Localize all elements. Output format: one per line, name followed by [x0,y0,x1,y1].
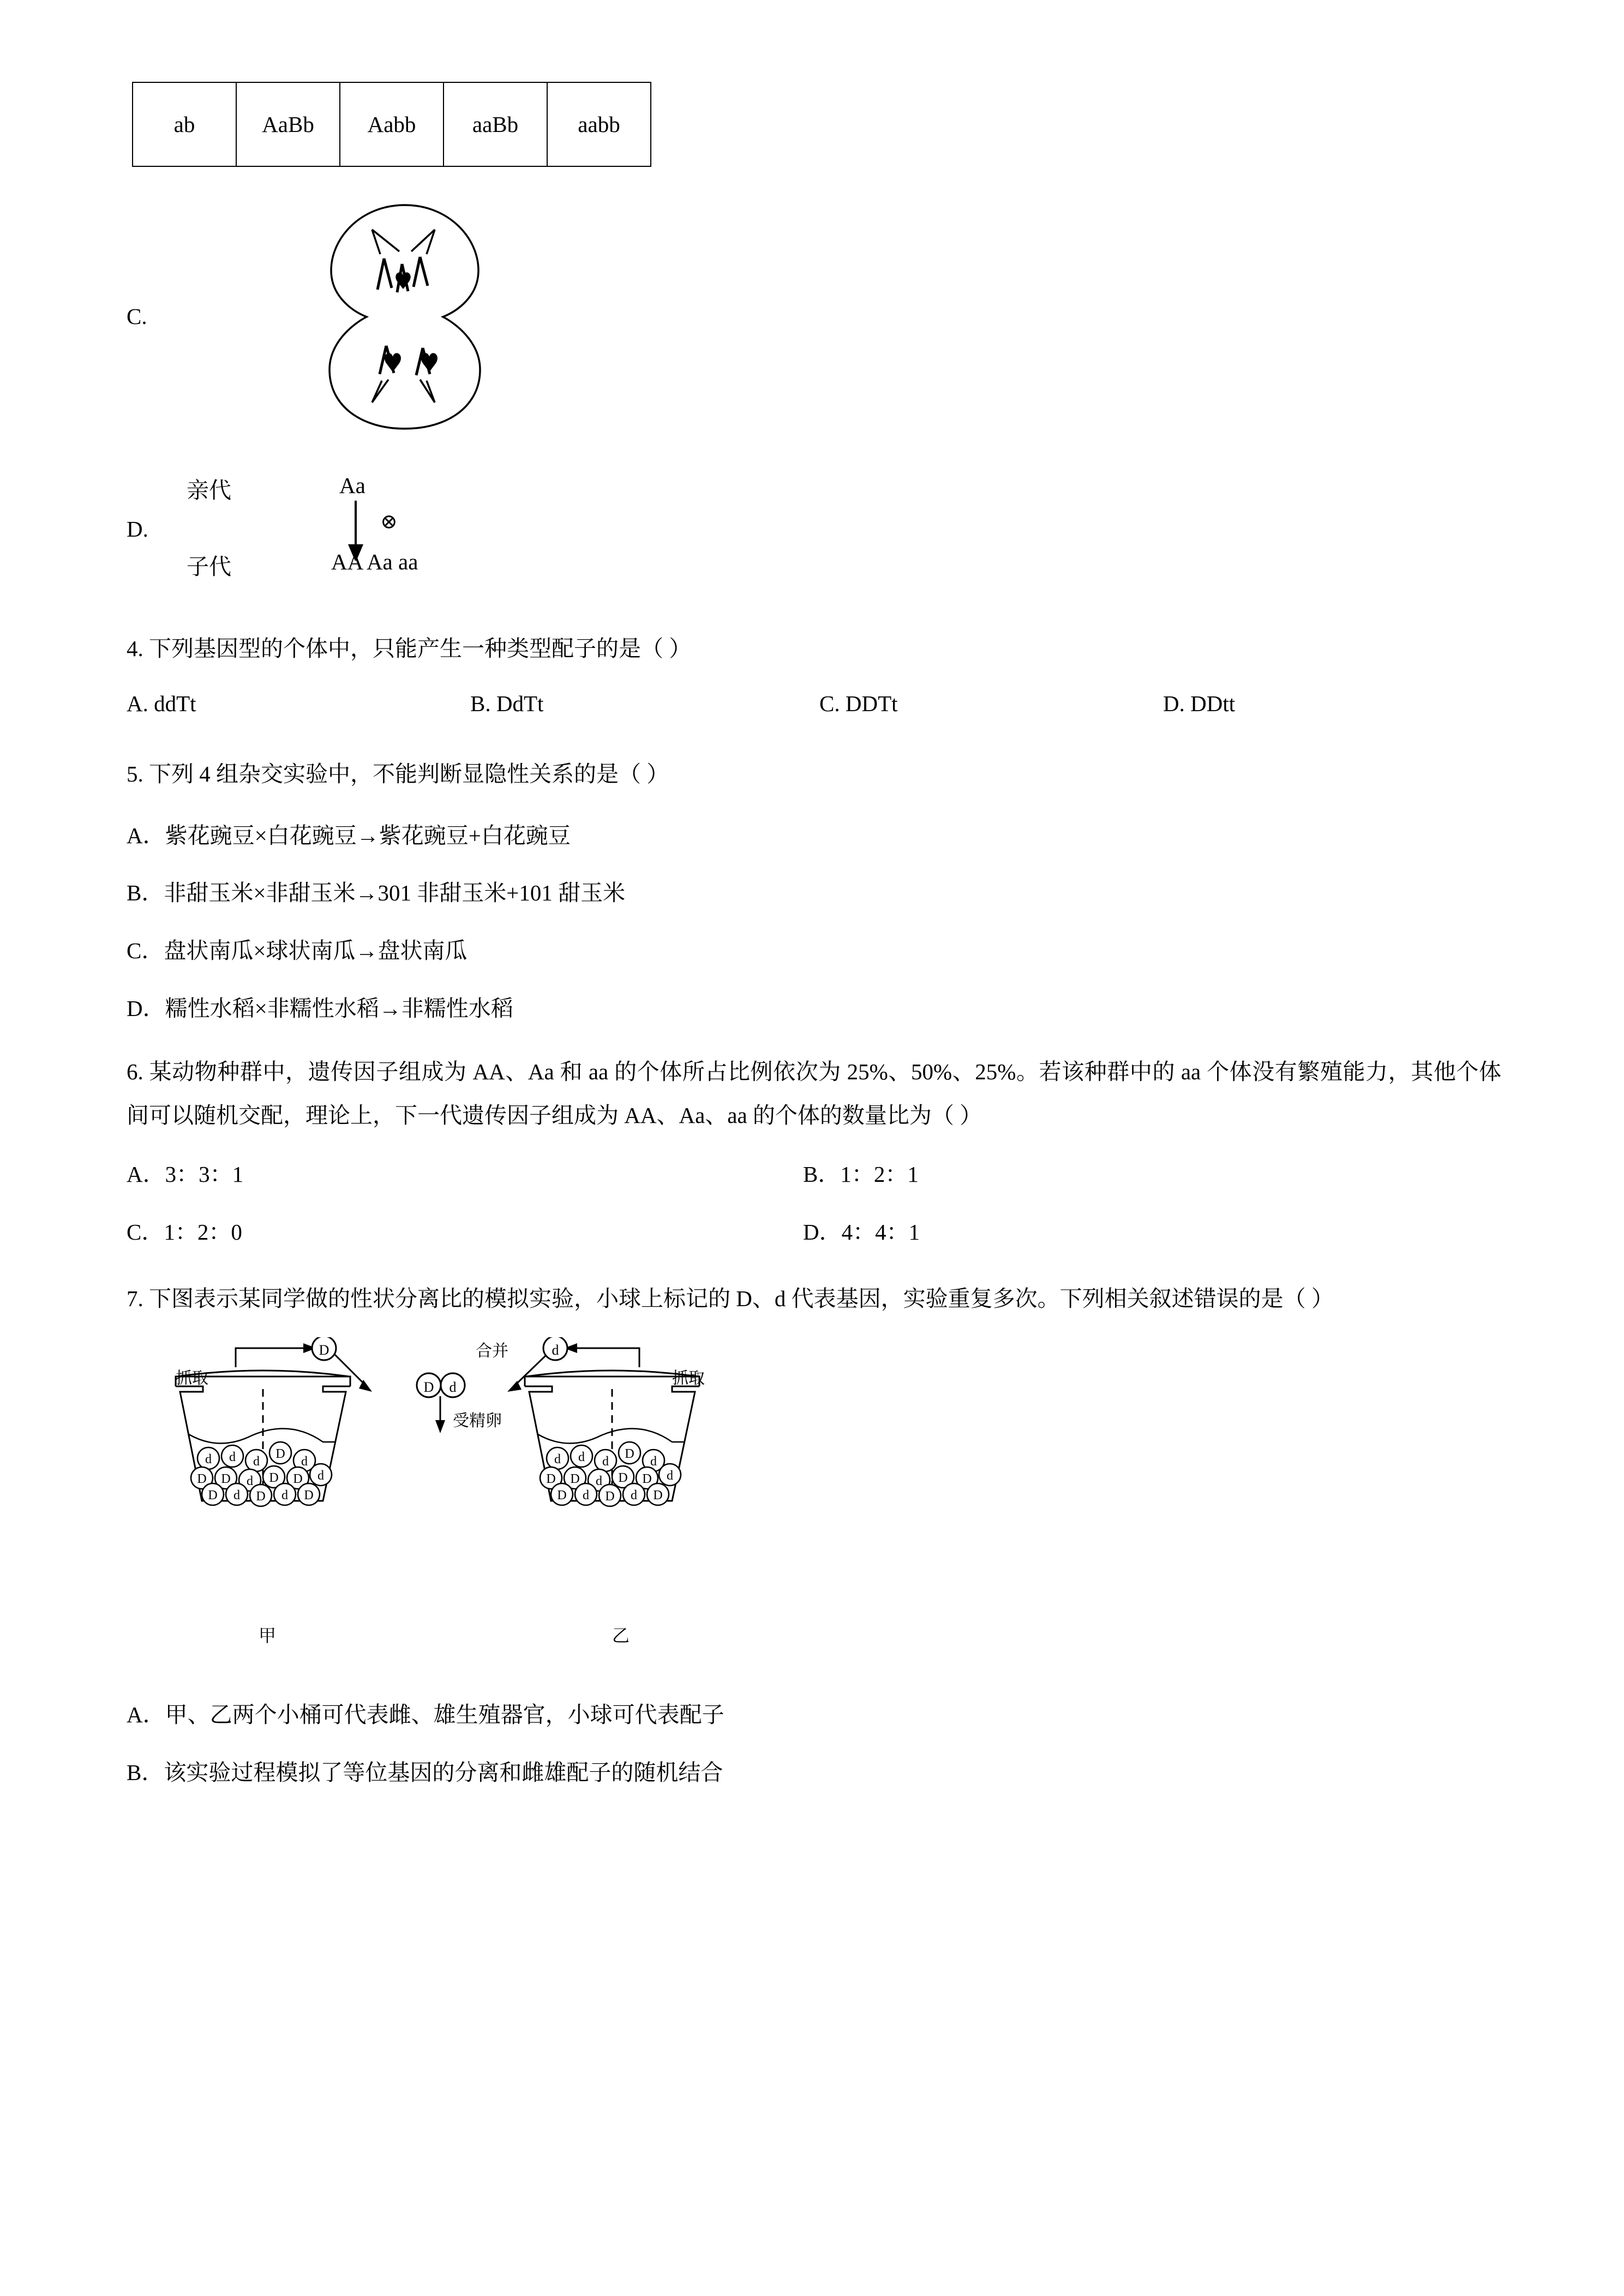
q4-option-d: D. DDtt [1163,690,1236,716]
gamete-ball-D [312,1337,336,1360]
svg-text:d: d [281,1488,288,1503]
svg-text:D: D [618,1471,628,1486]
right-grab-label: 抓取 [672,1369,705,1389]
svg-text:D: D [256,1489,266,1504]
svg-text:d: d [596,1474,602,1489]
table-cell: Aabb [340,82,444,166]
svg-text:D: D [221,1472,231,1487]
option-c-label: C. [127,304,147,329]
svg-text:d: d [552,1342,559,1359]
svg-text:D: D [304,1488,314,1503]
left-bucket-balls [191,1442,332,1506]
table-row [133,82,651,166]
svg-text:D: D [208,1488,218,1503]
option-d-label: D. [127,516,148,542]
zygote-label: 受精卵 [453,1411,502,1431]
gamete-table [132,82,651,167]
svg-text:D: D [570,1472,580,1487]
offspring-genotypes: AA Aa aa [331,549,418,574]
svg-text:D: D [557,1488,567,1503]
svg-text:d: d [667,1469,673,1483]
meiosis-cell-icon [290,200,519,434]
q4-option-c: C. DDTt [819,690,898,716]
svg-text:D: D [197,1472,207,1487]
svg-text:d: d [631,1488,637,1503]
right-bucket-balls [540,1442,681,1506]
svg-text:D: D [546,1472,556,1487]
question-6-options-row-2 [127,1214,1501,1253]
svg-text:D: D [293,1472,303,1487]
q6-option-d: D．4：4：1 [803,1219,920,1245]
q5-option-b: B．非甜玉米×非甜玉米→301 非甜玉米+101 甜玉米 [127,880,626,906]
q6-option-b: B．1：2：1 [803,1162,919,1187]
svg-text:d: d [205,1452,212,1467]
svg-text:D: D [605,1489,615,1504]
parent-label: 亲代 [187,477,231,503]
left-grab-label: 抓取 [176,1369,208,1389]
table-cell: ab [133,82,236,166]
svg-text:D: D [653,1488,663,1503]
right-bucket-label: 乙 [612,1625,630,1646]
svg-text:d: d [317,1469,324,1483]
svg-text:d: d [578,1450,585,1465]
q6-option-a: A．3：3：1 [127,1162,244,1187]
offspring-label: 子代 [187,554,231,580]
q4-option-b: B. DdTt [470,690,544,716]
gamete-ball-d [543,1337,567,1360]
svg-text:d: d [602,1454,609,1469]
svg-text:d: d [554,1452,561,1467]
svg-text:d: d [229,1450,236,1465]
page-content [127,82,1501,1790]
question-4-stem: 4. 下列基因型的个体中，只能产生一种类型配子的是（ ） [127,636,692,661]
left-bucket-label: 甲 [259,1625,277,1646]
question-5-stem: 5. 下列 4 组杂交实验中，不能判断显隐性关系的是（ ） [127,761,669,786]
svg-text:d: d [253,1454,260,1469]
q5-option-d: D．糯性水稻×非糯性水稻→非糯性水稻 [127,995,513,1021]
svg-text:d: d [301,1454,308,1469]
svg-text:d: d [449,1379,457,1396]
svg-text:d: d [583,1488,589,1503]
parent-genotype: Aa [339,473,365,498]
svg-text:d: d [247,1474,253,1489]
option-c-block [127,200,1501,456]
q6-option-c: C．1：2：0 [127,1219,242,1245]
question-7-stem: 7. 下图表示某同学做的性状分离比的模拟实验，小球上标记的 D、d 代表基因，实验重复多次。下列相关叙述错误的是（ ） [127,1286,1334,1312]
table-cell: AaBb [236,82,340,166]
svg-text:D: D [319,1342,329,1359]
svg-text:D: D [642,1472,652,1487]
merge-label: 合并 [476,1342,508,1361]
question-4-options [127,690,1501,729]
svg-text:D: D [423,1379,434,1396]
svg-text:d: d [650,1454,657,1469]
option-d-block [127,461,1501,603]
q7-option-b: B．该实验过程模拟了等位基因的分离和雌雄配子的随机结合 [127,1759,723,1785]
question-6-options-row-1 [127,1156,1501,1195]
q7-option-a: A．甲、乙两个小桶可代表雌、雄生殖器官，小球可代表配子 [127,1702,724,1728]
q5-option-a: A．紫花豌豆×白花豌豆→紫花豌豆+白花豌豆 [127,822,571,848]
q4-option-a: A. ddTt [127,690,196,716]
svg-text:D: D [269,1471,279,1486]
table-cell: aaBb [444,82,547,166]
svg-text:D: D [275,1447,285,1462]
table-cell: aabb [547,82,651,166]
question-6-stem: 6. 某动物种群中，遗传因子组成为 AA、Aa 和 aa 的个体所占比例依次为 25%、50%、25%。若该种群中的 aa 个体没有繁殖能力，其他个体间可以随机交配，理论上，下一代遗传因子组成为 AA、Aa、aa 的个体的数量比为（ ） [127,1059,1501,1128]
question-7-figure [127,1337,1501,1675]
svg-text:D: D [625,1447,634,1462]
svg-text:d: d [233,1488,240,1503]
cross-symbol: ⊗ [380,510,398,533]
q5-option-c: C．盘状南瓜×球状南瓜→盘状南瓜 [127,938,468,964]
meiosis-cell-figure [290,200,519,434]
zygote-balls [417,1373,465,1397]
